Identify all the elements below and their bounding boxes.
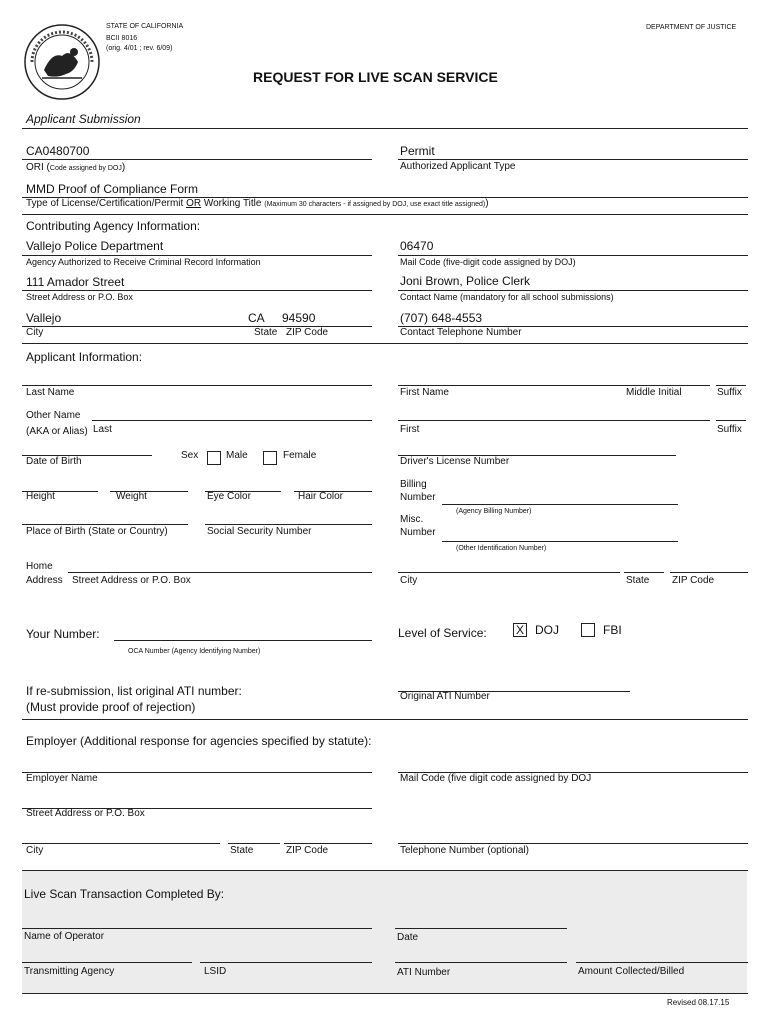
agency-value[interactable]: Vallejo Police Department (26, 239, 164, 253)
first-name-label: First Name (400, 387, 449, 398)
state-name: STATE OF CALIFORNIA (106, 23, 184, 30)
state-value[interactable]: CA (248, 311, 265, 325)
home-city-label: City (400, 575, 418, 586)
home-label-1: Home (26, 561, 53, 572)
weight-label: Weight (116, 491, 147, 502)
billing-label-1: Billing (400, 479, 427, 490)
lsid-label: LSID (204, 966, 227, 977)
operator-name-label: Name of Operator (24, 931, 105, 942)
live-scan-heading: Live Scan Transaction Completed By: (24, 887, 225, 901)
ssn-label: Social Security Number (207, 526, 312, 537)
home-zip-label: ZIP Code (672, 575, 715, 586)
hair-color-label: Hair Color (298, 491, 344, 502)
misc-label-1: Misc. (400, 514, 424, 525)
employer-phone-label: Telephone Number (optional) (400, 845, 529, 856)
female-label: Female (283, 450, 317, 461)
zip-value[interactable]: 94590 (282, 311, 316, 325)
oca-number-label: OCA Number (Agency Identifying Number) (128, 648, 261, 655)
aka-first-label: First (400, 424, 420, 435)
middle-initial-label: Middle Initial (626, 387, 682, 398)
agency-label: Agency Authorized to Receive Criminal Record Information (26, 257, 261, 267)
male-label: Male (226, 450, 248, 461)
doj-label: DOJ (535, 623, 559, 637)
billing-sub-label: (Agency Billing Number) (456, 508, 532, 515)
misc-sub-label: (Other Identification Number) (456, 545, 547, 552)
city-value[interactable]: Vallejo (26, 311, 62, 325)
employer-name-label: Employer Name (26, 773, 98, 784)
resubmission-line-2: (Must provide proof of rejection) (26, 700, 196, 714)
drivers-license-label: Driver's License Number (400, 456, 510, 467)
amount-collected-label: Amount Collected/Billed (578, 966, 685, 977)
department-name: DEPARTMENT OF JUSTICE (646, 24, 737, 31)
misc-label-2: Number (400, 527, 436, 538)
sex-label: Sex (181, 450, 199, 461)
your-number-label: Your Number: (26, 627, 100, 641)
billing-label-2: Number (400, 492, 436, 503)
home-street-label: Street Address or P.O. Box (72, 575, 191, 586)
state-seal-icon (22, 22, 102, 102)
revised-date: Revised 08.17.15 (667, 998, 730, 1007)
employer-city-label: City (26, 845, 44, 856)
level-of-service-label: Level of Service: (398, 626, 487, 640)
home-label-2: Address (26, 575, 63, 586)
section-applicant-submission: Applicant Submission (26, 112, 141, 126)
transmitting-agency-label: Transmitting Agency (24, 966, 115, 977)
phone-label: Contact Telephone Number (400, 327, 522, 338)
employer-mail-code-label: Mail Code (five digit code assigned by DOJ (400, 773, 592, 784)
phone-value[interactable]: (707) 648-4553 (400, 311, 483, 325)
other-name-label: Other Name (26, 410, 81, 421)
form-number: BCII 8016 (106, 35, 138, 42)
fbi-label: FBI (603, 623, 622, 637)
doj-checkbox[interactable]: X (513, 623, 527, 637)
mail-code-label: Mail Code (five-digit code assigned by DOJ) (400, 257, 576, 267)
mail-code-value[interactable]: 06470 (400, 239, 434, 253)
license-label: Type of License/Certification/Permit OR Working Title (Maximum 30 characters - if assigned by DOJ, use exact title assigned)) (26, 198, 489, 209)
state-label: State (254, 327, 278, 338)
employer-street-label: Street Address or P.O. Box (26, 808, 145, 819)
employer-state-label: State (230, 845, 254, 856)
aka-label: (AKA or Alias) (26, 426, 88, 437)
applicant-type-value[interactable]: Permit (400, 144, 435, 158)
suffix-label: Suffix (717, 387, 742, 398)
ati-number-label: ATI Number (397, 967, 451, 978)
eye-color-label: Eye Color (207, 491, 251, 502)
dob-label: Date of Birth (26, 456, 82, 467)
applicant-type-label: Authorized Applicant Type (400, 161, 516, 172)
contributing-heading: Contributing Agency Information: (26, 219, 201, 233)
resubmission-line-1: If re-submission, list original ATI number: (26, 684, 242, 698)
height-label: Height (26, 491, 55, 502)
street-value[interactable]: 111 Amador Street (26, 275, 125, 289)
home-state-label: State (626, 575, 650, 586)
aka-last-label: Last (93, 424, 112, 435)
ori-label: ORI (Code assigned by DOJ) (26, 162, 126, 173)
employer-zip-label: ZIP Code (286, 845, 329, 856)
page-title: REQUEST FOR LIVE SCAN SERVICE (253, 69, 498, 85)
date-label: Date (397, 932, 419, 943)
male-checkbox[interactable] (207, 451, 221, 465)
fbi-checkbox[interactable] (581, 623, 595, 637)
city-label: City (26, 327, 44, 338)
aka-suffix-label: Suffix (717, 424, 742, 435)
street-label: Street Address or P.O. Box (26, 292, 133, 302)
female-checkbox[interactable] (263, 451, 277, 465)
license-value[interactable]: MMD Proof of Compliance Form (26, 182, 199, 196)
last-name-label: Last Name (26, 387, 75, 398)
ori-value[interactable]: CA0480700 (26, 144, 90, 158)
zip-label: ZIP Code (286, 327, 329, 338)
place-of-birth-label: Place of Birth (State or Country) (26, 526, 168, 537)
applicant-heading: Applicant Information: (26, 350, 143, 364)
employer-heading: Employer (Additional response for agencies specified by statute): (26, 734, 372, 748)
contact-label: Contact Name (mandatory for all school submissions) (400, 292, 614, 302)
original-ati-label: Original ATI Number (400, 691, 490, 702)
form-revision: (orig. 4/01 ; rev. 6/09) (106, 45, 173, 52)
contact-value[interactable]: Joni Brown, Police Clerk (400, 274, 531, 288)
